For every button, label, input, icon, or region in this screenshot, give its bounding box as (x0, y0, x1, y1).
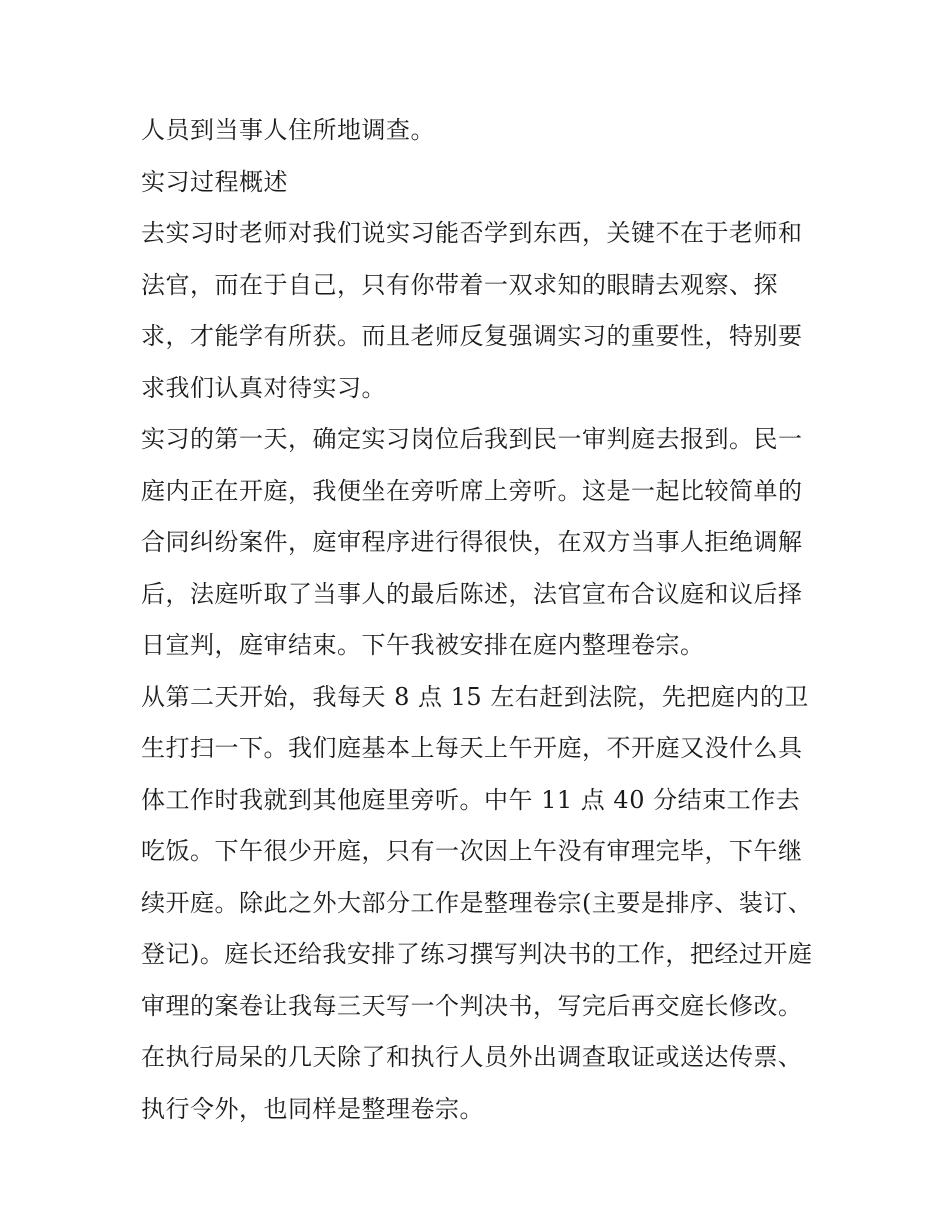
paragraph-intro: 去实习时老师对我们说实习能否学到东西，关键不在于老师和法官，而在于自己，只有你带着一双求知的眼睛去观察、探求，才能学有所获。而且老师反复强调实习的重要性，特别要求我们认真对待实习。 (141, 219, 803, 402)
paragraph-first-day: 实习的第一天，确定实习岗位后我到民一审判庭去报到。民一庭内正在开庭，我便坐在旁听席上旁听。这是一起比较简单的合同纠纷案件，庭审程序进行得很快，在双方当事人拒绝调解后，法庭听取了当事人的最后陈述，法官宣布合议庭和议后择日宣判，庭审结束。下午我被安排在庭内整理卷宗。 (141, 425, 803, 659)
document-body (141, 105, 813, 1135)
paragraph-daily-routine: 从第二天开始，我每天 8 点 15 左右赶到法院，先把庭内的卫生打扫一下。我们庭基本上每天上午开庭，不开庭又没什么具体工作时我就到其他庭里旁听。中午 11 点 40 分结束工作去吃饭。下午很少开庭，只有一次因上午没有审理完毕，下午继续开庭。除此之外大部分工作是整理卷宗(主要是排序、装订、登记)。庭长还给我安排了练习撰写判决书的工作，把经过开庭审理的案卷让我每三天写一个判决书，写完后再交庭长修改。在执行局呆的几天除了和执行人员外出调查取证或送达传票、执行令外，也同样是整理卷宗。 (141, 682, 813, 1123)
paragraph-continuation: 人员到当事人住所地调查。 (141, 116, 435, 144)
section-heading: 实习过程概述 (141, 167, 288, 196)
